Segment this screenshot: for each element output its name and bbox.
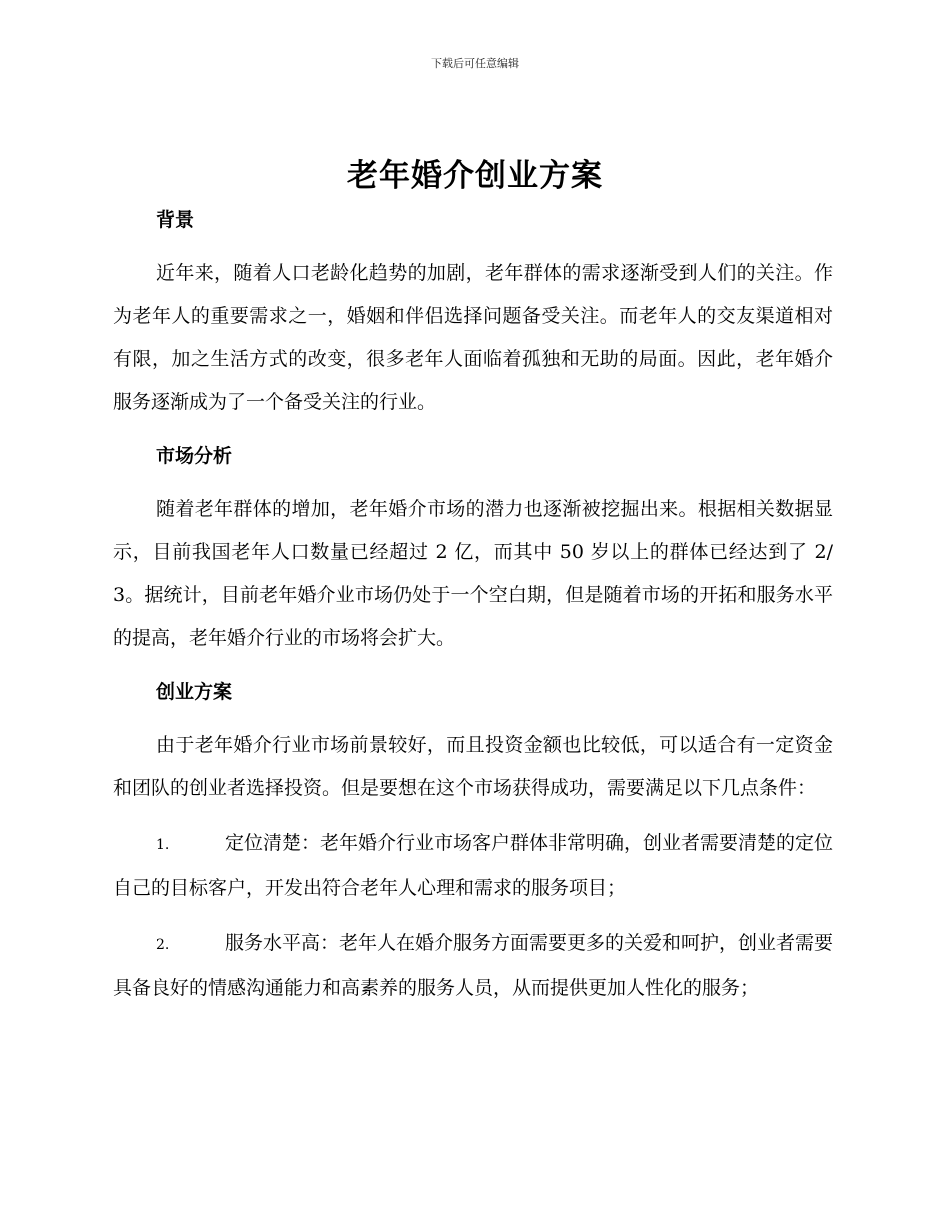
list-item-text: 服务水平高：老年人在婚介服务方面需要更多的关爱和呵护，创业者需要具备良好的情感沟通能力和高素养的服务人员，从而提供更加人性化的服务； <box>113 932 834 999</box>
spacer <box>113 424 833 436</box>
spacer <box>113 712 833 724</box>
paragraph-background: 近年来，随着人口老龄化趋势的加剧，老年群体的需求逐渐受到人们的关注。作为老年人的重要需求之一，婚姻和伴侣选择问题备受关注。而老年人的交友渠道相对有限，加之生活方式的改变，很多老年人面临着孤独和无助的局面。因此，老年婚介服务逐渐成为了一个备受关注的行业。 <box>113 262 833 413</box>
document-body <box>113 200 833 1010</box>
paragraph-market: 随着老年群体的增加，老年婚介市场的潜力也逐渐被挖掘出来。根据相关数据显示，目前我国老年人口数量已经超过 2 亿，而其中 50 岁以上的群体已经达到了 2/3。据统计，目前老年婚介业市场仍处于一个空白期，但是随着市场的开拓和服务水平的提高，老年婚介行业的市场将会扩大。 <box>113 498 833 649</box>
list-item <box>113 922 833 1010</box>
list-item-number: 2. <box>156 937 170 953</box>
paragraph-plan: 由于老年婚介行业市场前景较好，而且投资金额也比较低，可以适合有一定资金和团队的创业者选择投资。但是要想在这个市场获得成功，需要满足以下几点条件： <box>113 734 833 799</box>
section-heading-plan: 创业方案 <box>156 681 233 703</box>
spacer <box>113 910 833 922</box>
spacer <box>113 660 833 672</box>
spacer <box>113 240 833 252</box>
list-item-text: 定位清楚：老年婚介行业市场客户群体非常明确，创业者需要清楚的定位自己的目标客户，开发出符合老年人心理和需求的服务项目； <box>113 832 834 899</box>
list-item-number: 1. <box>156 837 170 853</box>
section-heading-background: 背景 <box>156 209 195 231</box>
spacer <box>113 476 833 488</box>
header-note: 下载后可任意编辑 <box>431 57 519 70</box>
spacer <box>113 810 833 822</box>
document-title: 老年婚介创业方案 <box>347 158 603 194</box>
section-heading-market: 市场分析 <box>156 445 233 467</box>
list-item <box>113 822 833 910</box>
